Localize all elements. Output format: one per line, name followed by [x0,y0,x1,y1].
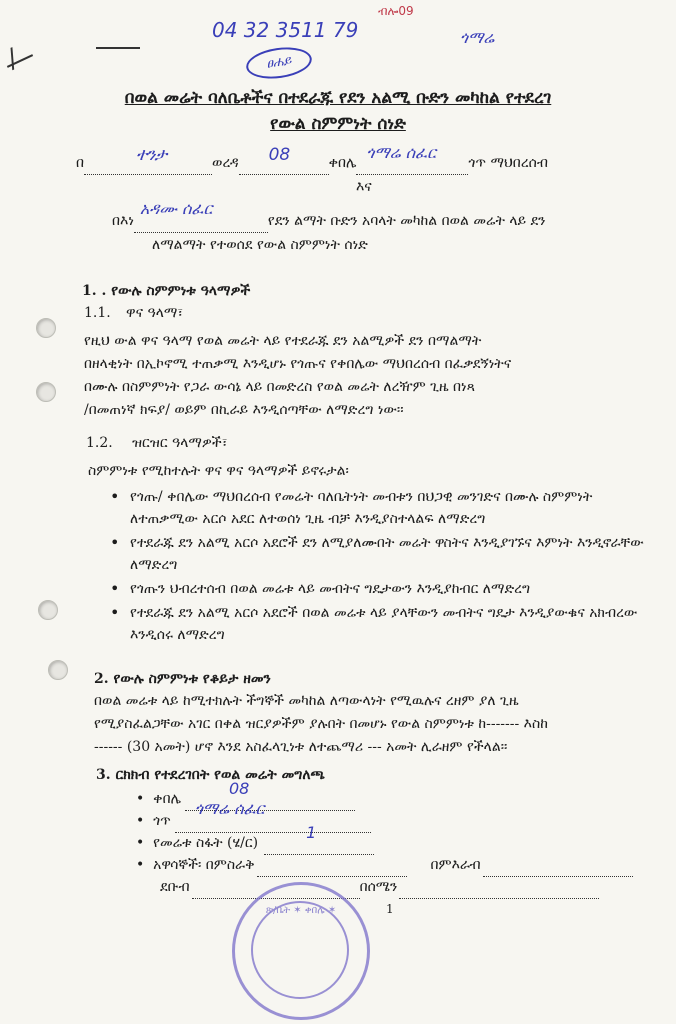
paragraph-line: /በመጠነኛ ክፍያ/ ወይም በኪራይ እንዲሰጣቸው ለማድረግ ነው፡፡ [84,402,404,418]
section2-heading: 2. የውሉ ስምምነቱ የቆይታ ዘመን [94,671,271,687]
land-area-label: የመሬቱ ስፋት (ሄ/ር) [153,835,259,851]
circled-note [244,44,314,83]
land-kebele-row: • ቀበሌ 08 [136,788,355,811]
top-right-note: ጎማሬ [460,28,495,47]
woreda-field [84,145,212,175]
kebele-field [239,145,329,175]
land-south-north-row [160,876,599,899]
binder-hole [36,318,56,338]
parties-prefix: በ [76,155,85,171]
document-title-line2: የውል ስምምነት ሰነድ [270,114,406,134]
section1-2-intro: ስምምነቱ የሚከተሉት ዋና ዋና ዓላማዎች ይኖሩታል፡ [88,463,349,479]
paragraph-line: በወል መሬቱ ላይ ከሚተክሉት ችግኞች መካከል ለጣውላነት የሚዉሉና ረዘም ያለ ጊዜ [94,693,519,709]
south-label: ደቡብ [160,879,190,895]
parties-line2 [112,199,652,233]
parties-line3: ለማልማት የተወሰደ የውል ስምምነት ሰነድ [152,237,368,253]
kebele-value: 08 [268,145,291,165]
north-label: በሰሜን [359,879,398,895]
corner-dash-right [96,47,140,49]
land-kebele-value: 08 [228,779,250,798]
corner-mark: / [2,43,23,75]
gott-field [356,143,468,175]
document-title-line1: በወል መሬት ባለቤቶችና በተደራጁ የደን አልሚ ቡድን መካከል የተደረገ [124,88,552,108]
kebele-label: ቀበሌ [328,155,357,171]
group-suffix: የደን ልማት ቡድን አባላት መካከል በወል መሬት ላይ ደን [267,213,546,229]
binder-hole [38,600,58,620]
paragraph-line: በዘላቂነት በኢኮኖሚ ተጠቃሚ እንዲሆኑ የጎጡና የቀበሌው ማህበረሰብ በፈቃደኝነትና [84,356,512,372]
binder-hole [48,660,68,680]
paragraph-line: በሙሉ በስምምነት የጋራ ውሳኔ ላይ በመድረስ የወል መሬት ለረዥም ጊዜ በነጻ [84,379,476,395]
section1-2-heading: ዝርዝር ዓላማዎች፣ [132,435,228,451]
land-neighbors-row: • አዋሳኞች፡ በምስራቅ በምእራብ [136,854,633,877]
land-gott-row: • ጎጥ ጎማሬ ሰፈር [136,810,371,833]
land-gott-label: ጎጥ [153,813,171,829]
land-gott-value: ጎማሬ ሰፈር [194,799,265,818]
list-item: • የተደራጁ ደን አልሚ አርሶ አደሮች በወል መሬቱ ላይ ያላቸውን መብትና ግዴታ እንዲያውቁና አክብረው እንዲሰሩ ለማድረግ [104,602,644,646]
stamp-text: ጽ/ቤት ✶ ቀበሌ ✶ [265,905,337,916]
section1-heading: 1. . የውሉ ስምምነቱ ዓላማዎች [82,283,251,299]
paragraph-line: የዚህ ውል ዋና ዓላማ የወል መሬት ላይ የተደራጁ ደን አልሚዎች ደን በማልማት [84,333,482,349]
neighbors-label: አዋሳኞች፡ በምስራቅ [153,857,255,873]
paragraph-line: የሚያስፈልጋቸው አገር በቀል ዝርያዎችም ያሉበት በመሆኑ የውል ስምምነቱ ከ------- እስከ [94,716,548,732]
section2-paragraph [94,690,664,759]
woreda-label: ወረዳ [212,155,239,171]
group-value: አዳሙ ሰፈር [139,199,213,218]
list-item: • የጎጡ/ ቀበሌው ማህበረሰብ የመሬት ባለቤትነት መብቱን በህጋዊ መንገድና በሙሉ ስምምነት ለተጠቃሚው አርሶ አደር ለተወሰነ ጊዜ ብቻ እንዲያስተላልፍ ለማድረግ [104,486,644,530]
woreda-value: ተንታ [136,145,167,165]
official-stamp [232,882,370,1020]
section3-heading: 3. ርክክብ የተደረገበት የወል መሬት መግለጫ [96,767,325,783]
gott-value: ጎማሬ ሰፈር [366,143,436,162]
west-label: በምእራብ [430,857,481,873]
east-field [257,854,407,877]
section1-1-label: 1.1. [84,305,111,321]
objectives-list [104,486,644,646]
page-number: 1 [386,902,394,916]
binder-hole [36,382,56,402]
group-prefix: በእነ [112,213,134,229]
parties-line1 [76,143,656,175]
west-field [483,854,633,877]
land-area-row: • የመሬቱ ስፋት (ሄ/ር) 1 [136,832,374,855]
paragraph-line: ------ (30 አመት) ሆኖ እንደ አስፈላጊነቱ ለተጨማሪ --- አመት ሊራዘም የችላል፡፡ [94,739,508,755]
red-scribble: ብሎ09 [378,4,414,18]
reference-number: 04 32 3511 79 [212,18,359,42]
section1-1-paragraph [84,330,664,422]
group-field [134,199,268,233]
parties-and: እና [356,179,372,195]
list-item: • የተደራጁ ደን አልሚ አርሶ አደሮች ደን ለሚያለሙበት መሬት ዋስትና እንዲያገኙና እምነት እንዲኖራቸው ለማድረግ [104,532,644,576]
section1-2-label: 1.2. [86,435,113,451]
circled-note-text: ፀሐይ [265,53,293,72]
section1-1-heading: ዋና ዓላማ፣ [126,305,184,321]
land-area-field [264,823,374,855]
list-item: • የጎጡን ህብረተሰብ በወል መሬቱ ላይ መብትና ግዴታውን እንዲያከብር ለማድረግ [104,578,644,600]
gott-suffix: ጎጥ ማህበረሰብ [468,155,549,171]
land-area-value: 1 [306,823,317,842]
north-field [399,876,599,899]
land-kebele-label: ቀበሌ [153,791,181,807]
